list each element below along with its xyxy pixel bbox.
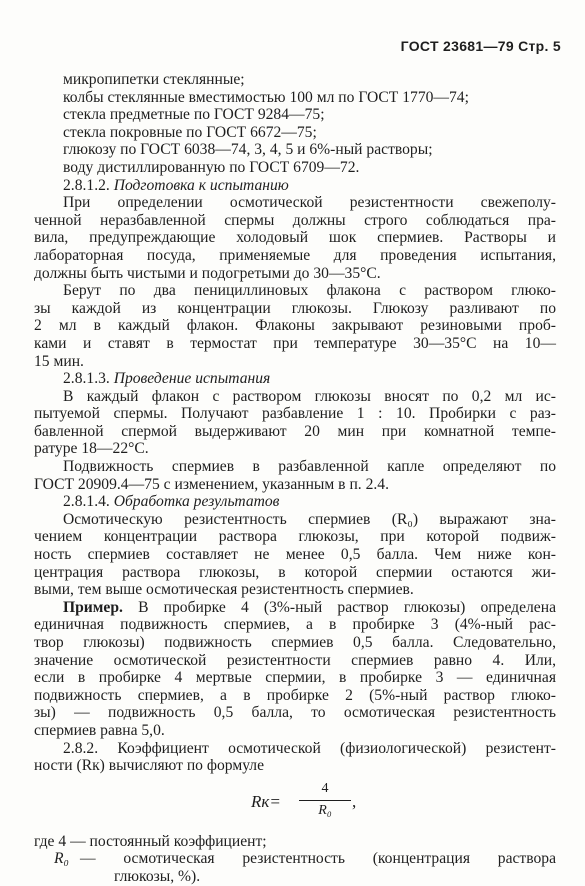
line-text: ности (Rк) вычисляют по формуле — [34, 757, 265, 775]
text-line — [34, 300, 556, 318]
line-text: лабораторная посуда, применяемые для проведения испытания, — [34, 246, 556, 264]
line-text: 2.8.1.4. — [63, 493, 114, 511]
where-def-line1: — осмотическая резистентность (концентрация раствора — [80, 850, 556, 868]
line-text: Подвижность спермиев в разбавленной капле определяют по — [63, 458, 556, 476]
text-line — [34, 458, 556, 476]
text-line — [34, 89, 556, 107]
text-line — [34, 704, 556, 722]
page-header: ГОСТ 23681—79 Стр. 5 — [400, 38, 561, 54]
text-line — [34, 388, 556, 406]
formula — [34, 775, 556, 833]
line-text: воду дистиллированную по ГОСТ 6709—72. — [63, 158, 360, 176]
line-text: единичная подвижность спермиев, а в пробирке 3 (4%-ный рас- — [34, 616, 556, 634]
section-heading: Проведение испытания — [113, 370, 271, 388]
text-line — [34, 669, 556, 687]
line-text: пытуемой спермы. Получают разбавление 1 : 10. Пробирки с раз- — [34, 405, 556, 423]
text-line — [34, 282, 556, 300]
line-text: При определении осмотической резистентности свежеполу- — [63, 194, 556, 212]
where-definition — [34, 850, 556, 885]
line-text: 15 мин. — [34, 352, 84, 370]
section-heading: Обработка результатов — [113, 493, 280, 511]
text-line — [34, 353, 556, 371]
text-line — [34, 229, 556, 247]
line-text: зы) — подвижность 0,5 балла, то осмотическая резистентность — [34, 704, 556, 722]
line-text: 2.8.1.2. — [63, 176, 114, 194]
formula-numerator: 4 — [321, 780, 329, 796]
line-text: ратуре 18—22°С. — [34, 440, 149, 458]
line-text: 2.8.2. Коэффициент осмотической (физиологической) резистент- — [63, 739, 556, 757]
line-text: стекла предметные по ГОСТ 9284—75; — [63, 106, 325, 124]
text-line — [34, 265, 556, 283]
line-text: Осмотическую резистентность спермиев (R₀) выражают зна- — [63, 510, 556, 528]
text-line — [34, 317, 556, 335]
text-line — [34, 581, 556, 599]
text-line — [34, 546, 556, 564]
text-line — [34, 159, 556, 177]
text-line — [34, 194, 556, 212]
text-line — [34, 476, 556, 494]
line-text: колбы стеклянные вместимостью 100 мл по ГОСТ 1770—74; — [63, 88, 469, 106]
where-term: R₀ — [54, 850, 69, 868]
text-lines — [34, 71, 556, 775]
text-line — [34, 511, 556, 529]
line-text: ченной неразбавленной спермы должны строго соблюдаться пра- — [34, 211, 556, 229]
formula-tail: , — [352, 791, 357, 811]
text-line — [34, 757, 556, 775]
text-line — [34, 141, 556, 159]
line-text: микропипетки стеклянные; — [63, 71, 245, 88]
text-line — [34, 335, 556, 353]
text-line — [34, 370, 556, 388]
text-line — [34, 599, 556, 617]
formula-denominator: R₀ — [318, 802, 332, 818]
line-text: выми, тем выше осмотическая резистентность спермиев. — [34, 581, 414, 599]
text-line — [34, 440, 556, 458]
text-line — [34, 423, 556, 441]
line-text: стекла покровные по ГОСТ 6672—75; — [63, 123, 317, 141]
line-text: В каждый флакон с раствором глюкозы вносят по 0,2 мл ис- — [63, 387, 556, 405]
text-line — [34, 212, 556, 230]
line-text: твор глюкозы) подвижность спермиев 0,5 балла. Следовательно, — [34, 634, 556, 651]
text-line — [34, 564, 556, 582]
line-text: ками и ставят в термостат при температуре 30—35°С на 10— — [34, 334, 556, 352]
line-text: глюкозу по ГОСТ 6038—74, 3, 4, 5 и 6%-ный растворы; — [63, 141, 433, 159]
line-text: спермиев равна 5,0. — [34, 721, 165, 739]
text-line — [34, 106, 556, 124]
text-line — [34, 634, 556, 652]
text-line — [34, 124, 556, 142]
text-line — [34, 740, 556, 758]
text-line — [34, 652, 556, 670]
text-line — [34, 687, 556, 705]
fraction-bar — [299, 800, 351, 801]
line-text: вила, предупреждающие холодовый шок спермиев. Растворы и — [34, 229, 556, 247]
section-heading: Подготовка к испытанию — [113, 176, 289, 194]
text-line — [34, 71, 556, 89]
line-text: бавленной спермой выдерживают 20 мин при комнатной темпе- — [34, 422, 556, 440]
line-text: 2.8.1.3. — [63, 370, 114, 388]
text-line — [34, 616, 556, 634]
line-text: подвижность спермиев, а в пробирке 2 (5%-ный раствор глюко- — [34, 686, 556, 704]
where-def-line2: глюкозы, %). — [114, 867, 201, 885]
line-text: ГОСТ 20909.4—75 с изменением, указанным в п. 2.4. — [34, 475, 389, 493]
example-label: Пример. — [63, 598, 123, 616]
text-line — [34, 722, 556, 740]
formula-fraction — [299, 781, 351, 819]
where-intro: где 4 — постоянный коэффициент; — [34, 832, 267, 850]
text-line — [34, 405, 556, 423]
text-line — [34, 247, 556, 265]
line-text: если в пробирке 4 мертвые спермии, в пробирке 3 — единичная — [34, 669, 556, 687]
line-text: 2 мл в каждый флакон. Флаконы закрывают резиновыми проб- — [34, 317, 556, 335]
line-text: ность спермиев составляет не менее 0,5 балла. Чем ниже кон- — [34, 546, 556, 564]
text-line — [34, 528, 556, 546]
text-line — [34, 177, 556, 195]
line-text: Берут по два пенициллиновых флакона с раствором глюко- — [63, 282, 556, 300]
line-text: центрация раствора глюкозы, в которой спермии остаются жи- — [34, 563, 556, 581]
line-text: зы каждой из концентрации глюкозы. Глюкозу разливают по — [34, 299, 556, 317]
line-text: чением концентрации раствора глюкозы, при которой подвиж- — [34, 528, 556, 546]
document-body — [34, 71, 556, 886]
formula-lhs: Rк= — [251, 791, 281, 811]
text-line — [34, 493, 556, 511]
line-text: значение осмотической резистентности спермиев равно 4. Или, — [34, 651, 556, 669]
line-text: должны быть чистыми и подогретыми до 30—35°С. — [34, 264, 381, 282]
line-text: В пробирке 4 (3%-ный раствор глюкозы) определена — [122, 598, 556, 616]
